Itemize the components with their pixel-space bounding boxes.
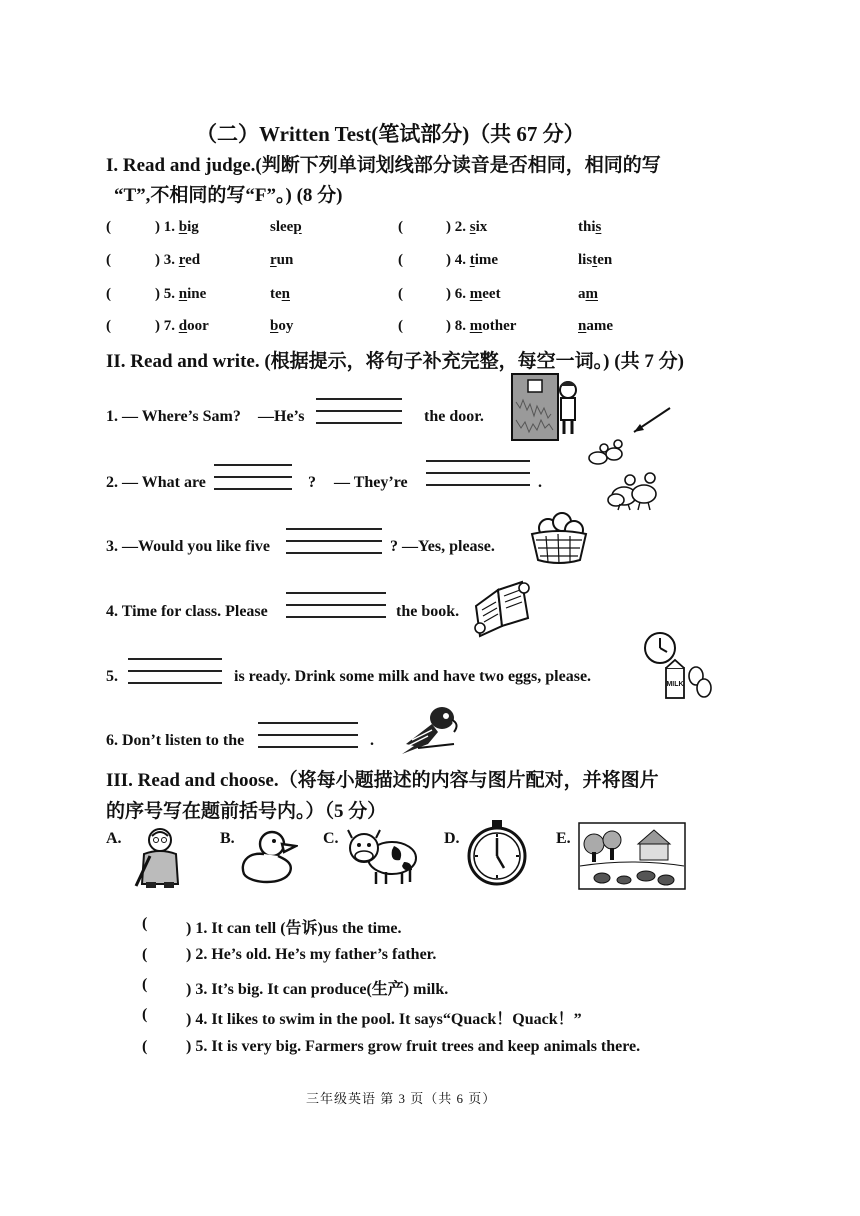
word2-prefix: slee: [270, 219, 294, 235]
grandfather-picture: [130, 826, 188, 890]
q2-answer-blank-1[interactable]: [214, 464, 292, 490]
q2-text-a: 2. — What are: [106, 474, 206, 491]
choose-item-5: ) 5. It is very big. Farmers grow fruit trees and keep animals there.: [186, 1038, 641, 1055]
choose-answer-paren[interactable]: (: [142, 946, 148, 963]
word1-suffix: ig: [187, 219, 199, 235]
q2-text-d: .: [538, 474, 542, 491]
q2-text-c: — They’re: [334, 474, 408, 491]
judge-answer-paren[interactable]: (: [398, 219, 403, 235]
farm-picture: [578, 822, 686, 890]
choose-item-4: ) 4. It likes to swim in the pool. It says“Quack！Quack！”: [186, 1011, 582, 1028]
judge-answer-paren[interactable]: (: [398, 252, 403, 268]
picture-label-a: A.: [106, 830, 122, 847]
q3-answer-blank[interactable]: [286, 528, 382, 554]
choose-answer-paren[interactable]: (: [142, 1038, 148, 1055]
choose-answer-paren[interactable]: (: [142, 1006, 148, 1023]
q4-text-a: 4. Time for class. Please: [106, 603, 268, 620]
judge-item-3-word2: [270, 252, 293, 269]
judge-item-6-word1: [446, 286, 501, 303]
duck-picture: [238, 828, 298, 886]
word2-suffix: ame: [586, 318, 613, 334]
item-number: ) 4.: [446, 252, 466, 268]
judge-item-6-word2: [578, 286, 598, 303]
judge-answer-paren[interactable]: (: [106, 286, 111, 302]
word1-underlined: m: [469, 318, 483, 334]
judge-item-7-word1: [155, 318, 209, 335]
word2-underlined: n: [578, 318, 587, 334]
q5-text-a: 5.: [106, 668, 118, 685]
item-number: ) 6.: [446, 286, 466, 302]
judge-item-1-word1: [155, 219, 199, 236]
q1-text-c: the door.: [424, 408, 484, 425]
q2-text-b: ?: [308, 474, 316, 491]
word2-underlined: n: [281, 286, 290, 302]
word1-suffix: other: [482, 318, 517, 334]
page-title: （二）Written Test(笔试部分)（共 67 分）: [196, 122, 585, 146]
choose-item-2: ) 2. He’s old. He’s my father’s father.: [186, 946, 437, 963]
choose-answer-paren[interactable]: (: [142, 915, 148, 932]
picture-label-e: E.: [556, 830, 571, 847]
q5-answer-blank[interactable]: [128, 658, 222, 684]
word1-underlined: s: [469, 219, 476, 235]
word2-prefix: lis: [578, 252, 593, 268]
choose-item-3: ) 3. It’s big. It can produce(生产) milk.: [186, 981, 449, 998]
judge-answer-paren[interactable]: (: [398, 318, 403, 334]
picture-label-c: C.: [323, 830, 339, 847]
q4-text-b: the book.: [396, 603, 460, 620]
clock-picture: [464, 818, 530, 888]
word1-underlined: r: [178, 252, 186, 268]
judge-item-8-word1: [446, 318, 516, 335]
section1-heading-line1: I. Read and judge.(判断下列单词划线部分读音是否相同，相同的写: [106, 155, 661, 176]
q3-text-a: 3. —Would you like five: [106, 538, 271, 555]
judge-item-8-word2: [578, 318, 613, 335]
section2-heading: II. Read and write. (根据提示，将句子补充完整，每空一词。) (共 7 分): [106, 351, 684, 372]
section1-heading-line2: “T”,不相同的写“F”。) (8 分): [114, 185, 343, 206]
door-boy-picture: [508, 372, 580, 442]
word1-suffix: ime: [474, 252, 499, 268]
q6-answer-blank[interactable]: [258, 722, 358, 748]
word1-underlined: m: [469, 286, 483, 302]
q1-text-a: 1. — Where’s Sam?: [106, 408, 241, 425]
choose-item-1: ) 1. It can tell (告诉)us the time.: [186, 920, 402, 937]
ducks-arrow-picture: [584, 404, 674, 514]
word2-underlined: b: [270, 318, 279, 334]
item-number: ) 8.: [446, 318, 466, 334]
judge-item-2-word1: [446, 219, 487, 236]
word2-suffix: en: [597, 252, 613, 268]
judge-item-2-word2: [578, 219, 601, 236]
word2-underlined: m: [585, 286, 598, 302]
cow-picture: [346, 826, 420, 886]
item-number: ) 3.: [155, 252, 175, 268]
q4-answer-blank[interactable]: [286, 592, 386, 618]
q6-text-b: .: [370, 732, 374, 749]
open-book-picture: [470, 576, 532, 640]
word2-prefix: thi: [578, 219, 596, 235]
judge-item-3-word1: [155, 252, 200, 269]
q5-text-b: is ready. Drink some milk and have two eggs, please.: [234, 668, 592, 685]
word2-underlined: s: [595, 219, 602, 235]
word1-underlined: n: [178, 286, 188, 302]
word1-underlined: d: [178, 318, 188, 334]
word1-suffix: eet: [482, 286, 501, 302]
q2-answer-blank-2[interactable]: [426, 460, 530, 486]
judge-answer-paren[interactable]: (: [398, 286, 403, 302]
section3-heading-line2: 的序号写在题前括号内。）（5 分）: [106, 801, 387, 822]
picture-label-d: D.: [444, 830, 460, 847]
word1-suffix: oor: [187, 318, 209, 334]
word1-underlined: t: [469, 252, 475, 268]
word1-underlined: b: [178, 219, 188, 235]
judge-answer-paren[interactable]: (: [106, 219, 111, 235]
breakfast-picture: [640, 630, 716, 702]
judge-item-5-word1: [155, 286, 206, 303]
item-number: ) 5.: [155, 286, 175, 302]
judge-item-5-word2: [270, 286, 290, 303]
choose-answer-paren[interactable]: (: [142, 976, 148, 993]
word1-suffix: ine: [187, 286, 207, 302]
q1-text-b: —He’s: [258, 408, 305, 425]
q1-answer-blank[interactable]: [316, 398, 402, 424]
item-number: ) 1.: [155, 219, 175, 235]
picture-label-b: B.: [220, 830, 235, 847]
word2-suffix: oy: [278, 318, 294, 334]
section3-heading-line1: III. Read and choose.（将每小题描述的内容与图片配对，并将图片: [106, 770, 659, 791]
word2-underlined: t: [592, 252, 598, 268]
q6-text-a: 6. Don’t listen to the: [106, 732, 245, 749]
judge-item-7-word2: [270, 318, 293, 335]
item-number: ) 2.: [446, 219, 466, 235]
milk-carton-label: MILK: [666, 681, 684, 688]
parrot-picture: [398, 700, 462, 756]
item-number: ) 7.: [155, 318, 175, 334]
word1-suffix: ed: [185, 252, 201, 268]
judge-answer-paren[interactable]: (: [106, 252, 111, 268]
word2-underlined: p: [293, 219, 302, 235]
judge-item-4-word2: [578, 252, 612, 269]
judge-answer-paren[interactable]: (: [106, 318, 111, 334]
word2-suffix: un: [276, 252, 294, 268]
word1-suffix: ix: [475, 219, 488, 235]
word2-prefix: te: [270, 286, 282, 302]
judge-item-1-word2: [270, 219, 302, 236]
fruit-basket-picture: [528, 510, 590, 566]
word2-prefix: a: [578, 286, 586, 302]
word2-underlined: r: [270, 252, 277, 268]
q3-text-b: ? —Yes, please.: [390, 538, 495, 555]
judge-item-4-word1: [446, 252, 498, 269]
page-footer: 三年级英语 第 3 页（共 6 页）: [306, 1091, 497, 1106]
